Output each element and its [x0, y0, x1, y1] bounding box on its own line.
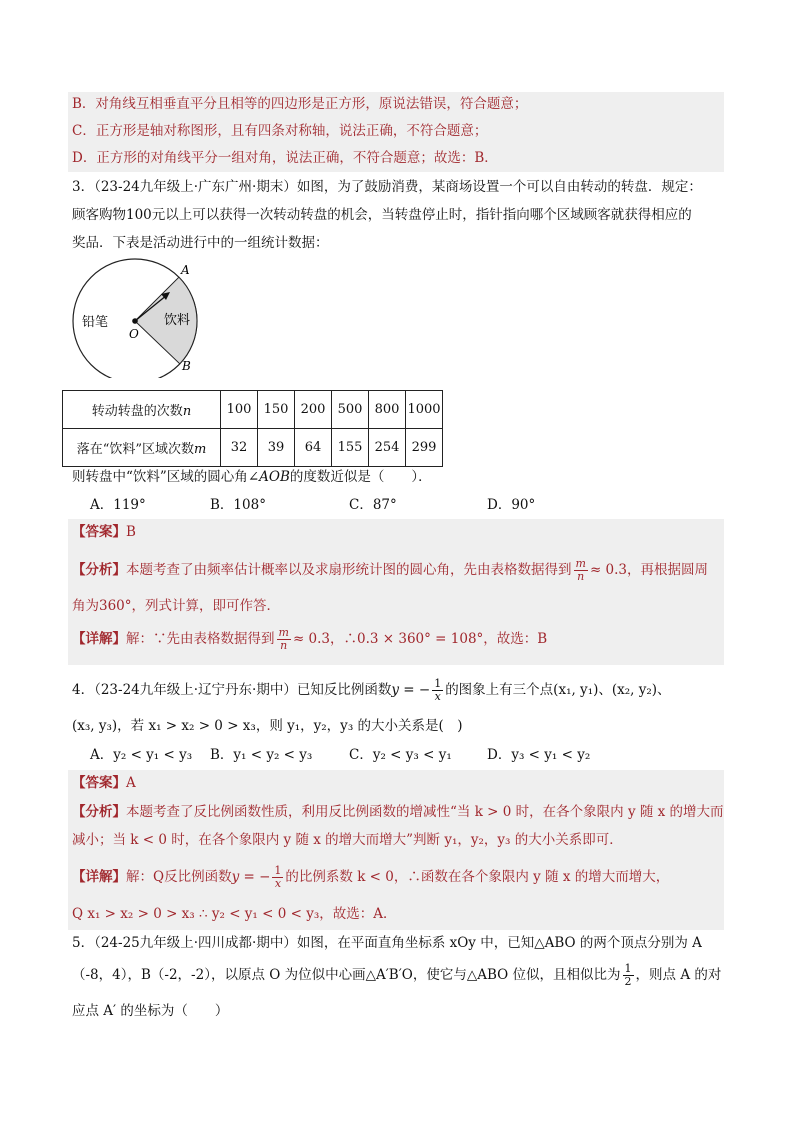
- q3-analysis-line1: 【分析】本题考查了由频率估计概率以及求扇形统计图的圆心角，先由表格数据得到 $\frac{m}{n}$ ≈ 0.3，再根据圆周: [72, 557, 709, 583]
- option-d-explanation: D．正方形的对角线平分一组对角，说法正确，不符合题意；故选：B．: [72, 150, 498, 166]
- q4-analysis-line2: 减小；当 k < 0 时，在各个象限内 y 随 x 的增大而增大”判断 y₁，y₂，y₃ 的大小关系即可．: [72, 832, 623, 848]
- q3-option-b: B．108°: [210, 497, 266, 513]
- table-cell: 100: [221, 391, 258, 429]
- fraction-m-over-n: $\frac{m}{n}$: [575, 557, 586, 583]
- point-b-label: B: [182, 359, 191, 373]
- q3-option-d: D．90°: [487, 497, 536, 513]
- table-row: [63, 391, 443, 429]
- statistics-table: [62, 390, 443, 467]
- table-cell: 155: [332, 429, 369, 467]
- table-cell: 39: [258, 429, 295, 467]
- center-point: [132, 318, 138, 324]
- point-a-label: A: [181, 263, 190, 277]
- q4-stem-line2: (x₃, y₃)，若 x₁ > x₂ > 0 > x₃，则 y₁，y₂，y₃ 的大小关系是( ): [72, 718, 463, 734]
- q4-detail-line1: 【详解】解：Q反比例函数y = − $\frac{1}{x}$ 的比例系数 k < 0，∴函数在各个象限内 y 随 x 的增大而增大，: [72, 864, 670, 890]
- q3-question: 则转盘中“饮料”区域的圆心角∠AOB的度数近似是（ ）．: [72, 469, 432, 485]
- q3-stem-line3: 奖品．下表是活动进行中的一组统计数据：: [72, 235, 329, 251]
- table-cell: 299: [406, 429, 443, 467]
- q5-stem-line2: （-8，4），B（-2，-2），以原点 O 为位似中心画△A′B′O，使它与△ABO 位似，且相似比为 $\frac{1}{2}$ ，则点 A 的对: [72, 962, 722, 988]
- q4-option-a: A．y₂ < y₁ < y₃: [90, 747, 193, 763]
- table-cell: 200: [295, 391, 332, 429]
- q4-option-d: D．y₃ < y₁ < y₂: [487, 747, 591, 763]
- fraction-1-over-x: $\frac{1}{x}$: [434, 677, 442, 703]
- table-cell: 150: [258, 391, 295, 429]
- table-cell: 1000: [406, 391, 443, 429]
- table-cell: 64: [295, 429, 332, 467]
- q4-analysis-line1: 【分析】本题考查了反比例函数性质，利用反比例函数的增减性“当 k > 0 时，在各个象限内 y 随 x 的增大而: [72, 804, 724, 820]
- point-o-label: O: [129, 327, 139, 341]
- table-cell: 800: [369, 391, 406, 429]
- q3-stem-line2: 顾客购物100元以上可以获得一次转动转盘的机会，当转盘停止时，指针指向哪个区域顾客就获得相应的: [72, 207, 692, 223]
- row-header-drink: 落在“饮料”区域次数m: [63, 429, 221, 467]
- fraction-1-over-x: $\frac{1}{x}$: [274, 864, 282, 890]
- pencil-label: 铅笔: [82, 315, 109, 330]
- q3-answer: 【答案】B: [72, 524, 136, 540]
- q4-answer: 【答案】A: [72, 775, 136, 791]
- spinner-figure: [60, 258, 210, 382]
- q3-detail: 【详解】解：∵先由表格数据得到 $\frac{m}{n}$ ≈ 0.3，∴0.3 × 360° = 108°，故选：B: [72, 626, 548, 652]
- fraction-m-over-n: $\frac{m}{n}$: [278, 626, 289, 652]
- q5-stem-line1: 5．（24-25九年级上·四川成都·期中）如图，在平面直角坐标系 xOy 中，已知△ABO 的两个顶点分别为 A: [72, 935, 702, 951]
- table-cell: 32: [221, 429, 258, 467]
- q3-stem-line1: 3．（23-24九年级上·广东广州·期末）如图，为了鼓励消费，某商场设置一个可以自由转动的转盘．规定：: [72, 179, 702, 195]
- table-cell: 500: [332, 391, 369, 429]
- table-cell: 254: [369, 429, 406, 467]
- q4-option-b: B．y₁ < y₂ < y₃: [210, 747, 313, 763]
- q5-stem-line3: 应点 A′ 的坐标为（ ）: [72, 1003, 229, 1019]
- option-c-explanation: C．正方形是轴对称图形，且有四条对称轴，说法正确，不符合题意；: [72, 123, 488, 139]
- q4-stem-line1: 4．（23-24九年级上·辽宁丹东·期中）已知反比例函数y = − $\frac{1}{x}$ 的图象上有三个点(x₁, y₁)、(x₂, y₂)、: [72, 677, 671, 703]
- fraction-1-over-2: $\frac{1}{2}$: [624, 962, 632, 988]
- option-b-explanation: B．对角线互相垂直平分且相等的四边形是正方形，原说法错误，符合题意；: [72, 96, 528, 112]
- drink-label: 饮料: [164, 313, 191, 328]
- q3-option-a: A．119°: [90, 497, 146, 513]
- row-header-spins: 转动转盘的次数n: [63, 391, 221, 429]
- q4-option-c: C．y₂ < y₃ < y₁: [349, 747, 452, 763]
- q3-option-c: C．87°: [349, 497, 397, 513]
- table-row: [63, 429, 443, 467]
- q3-analysis-line2: 角为360°，列式计算，即可作答．: [72, 598, 281, 614]
- q4-detail-line2: Q x₁ > x₂ > 0 > x₃ ∴ y₂ < y₁ < 0 < y₃，故选：A．: [72, 906, 397, 922]
